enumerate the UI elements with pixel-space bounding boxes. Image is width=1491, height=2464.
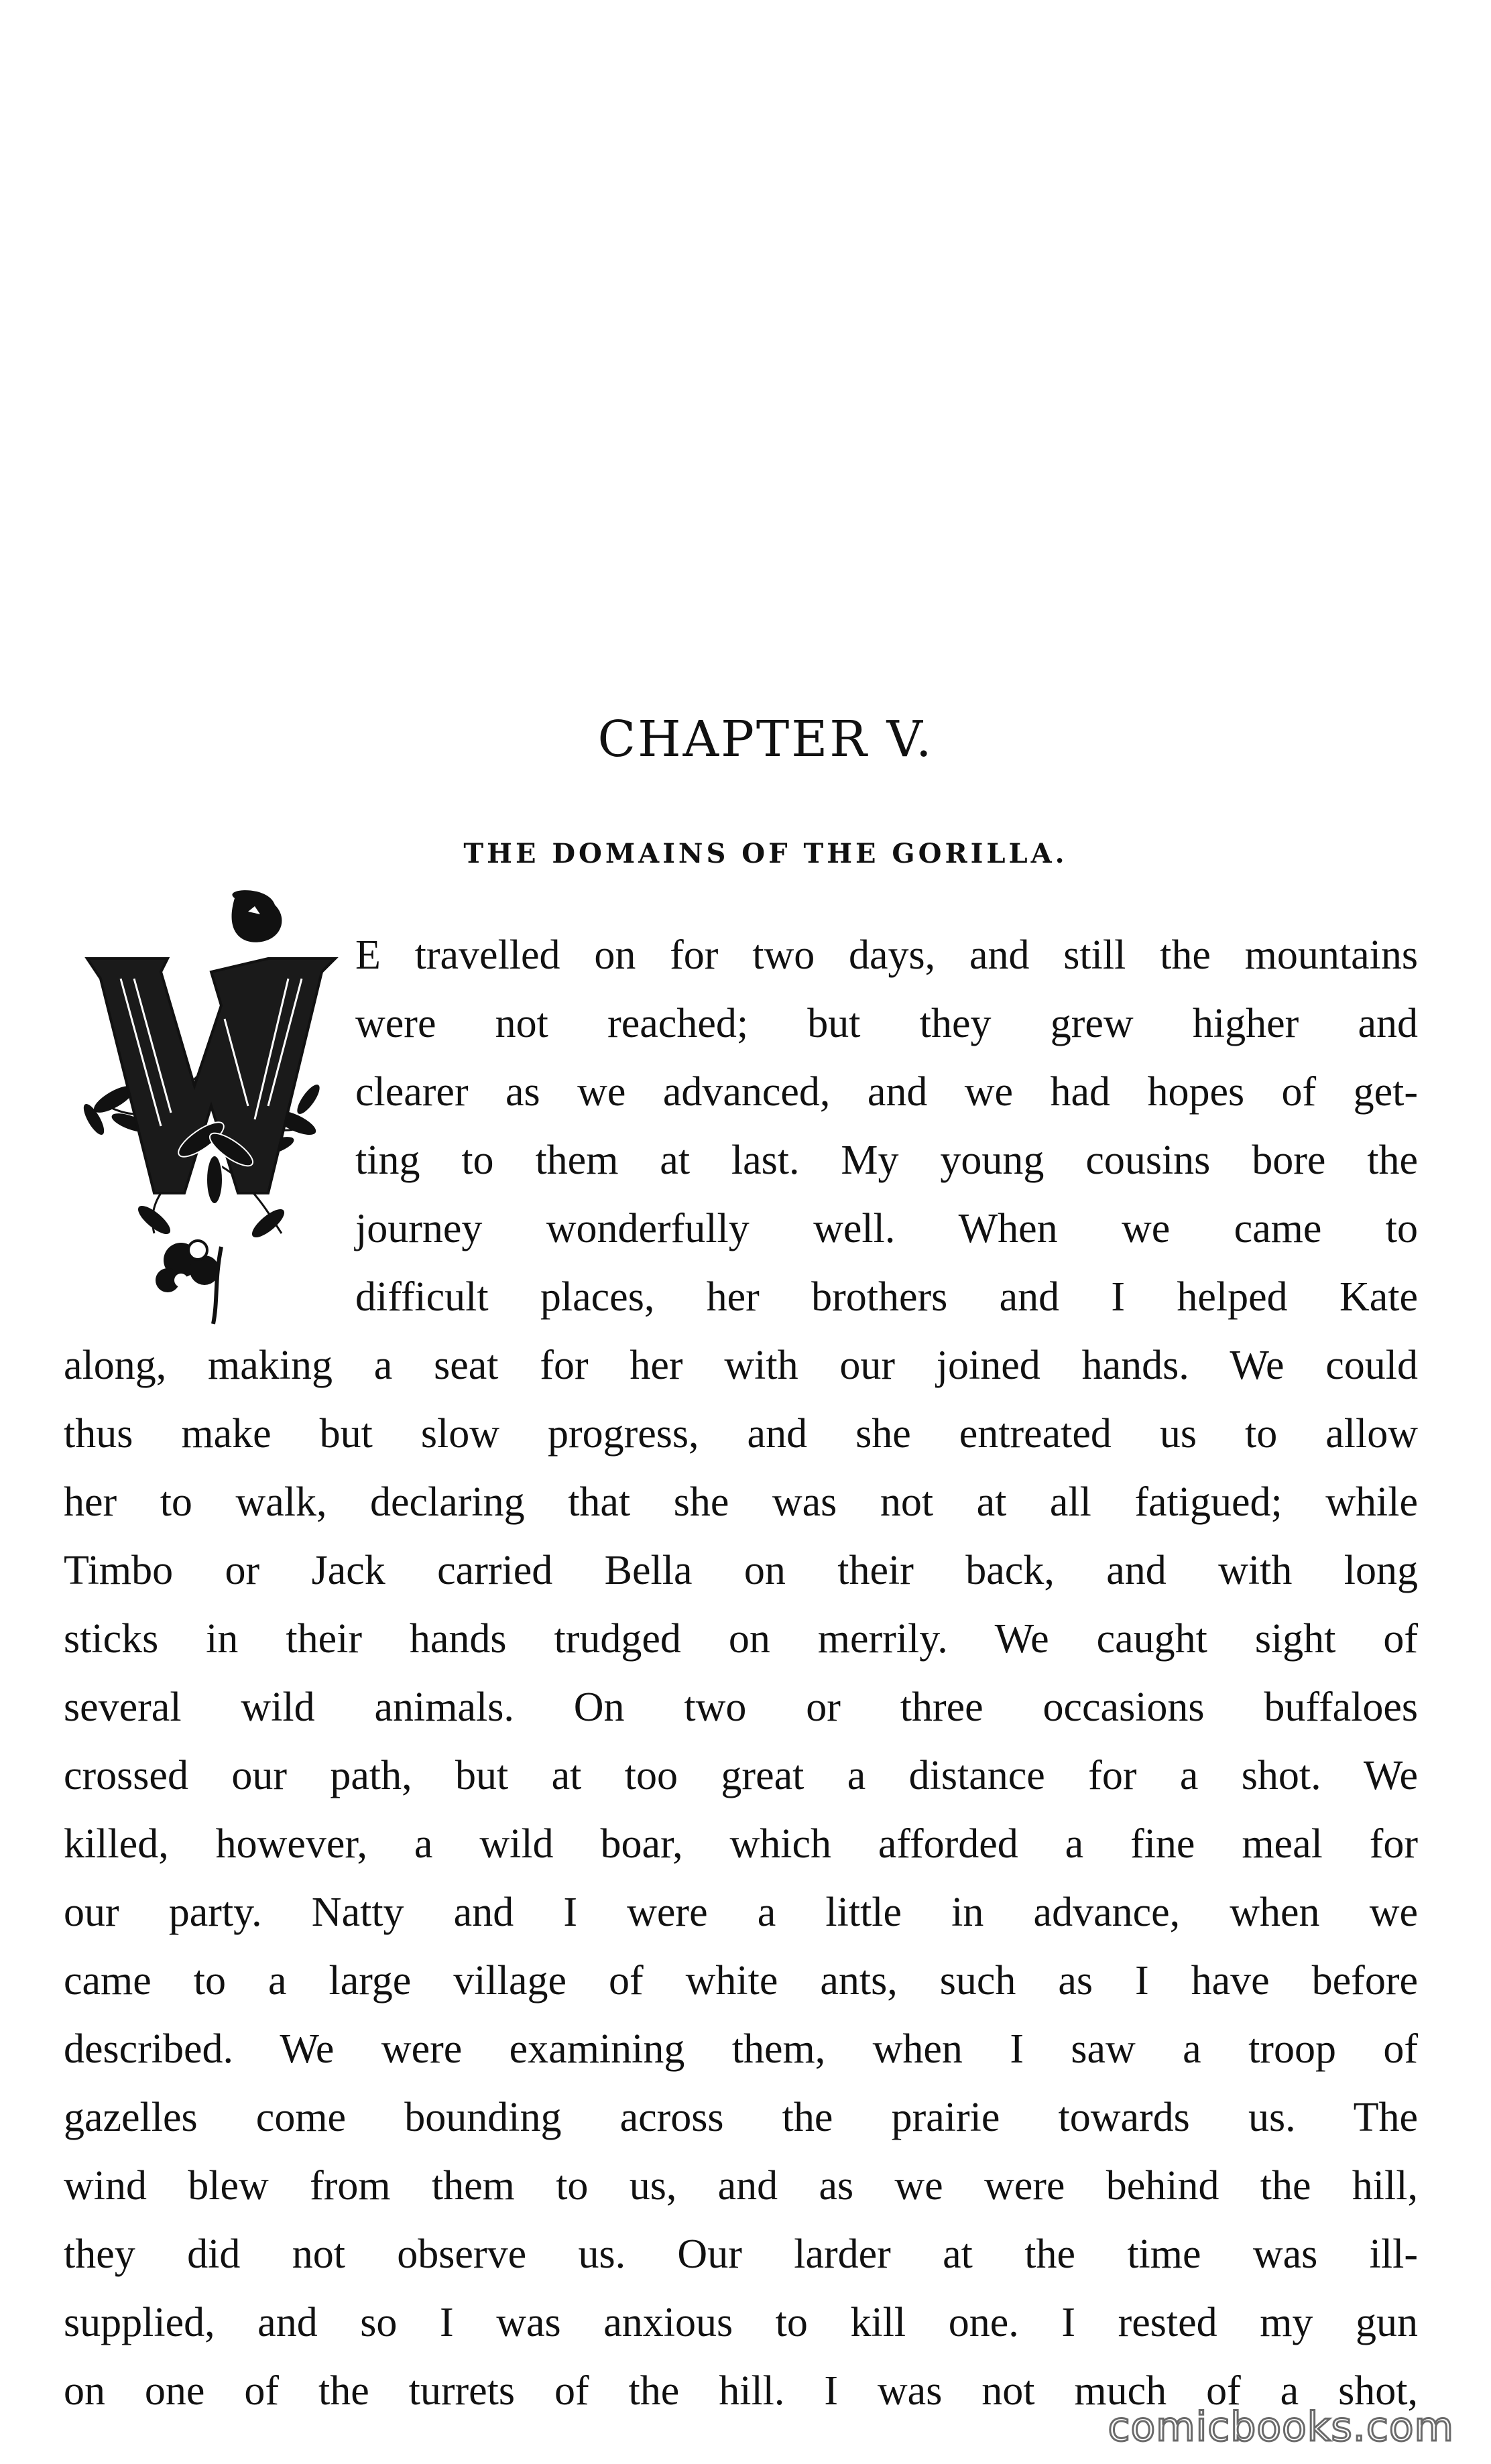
body-line: supplied, and so I was anxious to kill one. I rested my gun [64, 2300, 1418, 2345]
chapter-title: CHAPTER V. [597, 711, 934, 768]
body-line: on one of the turrets of the hill. I was not much of a shot, [64, 2368, 1418, 2414]
body-line: crossed our path, but at too great a distance for a shot. We [64, 1753, 1418, 1798]
body-line: difficult places, her brothers and I helped Kate [355, 1274, 1418, 1320]
body-line: ting to them at last. My young cousins bore the [355, 1137, 1418, 1183]
body-line: thus make but slow progress, and she entreated us to allow [64, 1411, 1418, 1457]
body-line: several wild animals. On two or three occasions buffaloes [64, 1684, 1418, 1730]
watermark: comicbooks.com [1108, 2404, 1454, 2451]
body-line: described. We were examining them, when I saw a troop of [64, 2026, 1418, 2072]
body-line: along, making a seat for her with our joined hands. We could [64, 1343, 1418, 1388]
body-line: came to a large village of white ants, such as I have before [64, 1958, 1418, 2004]
body-line: her to walk, declaring that she was not at all fatigued; while [64, 1479, 1418, 1525]
chapter-subtitle: THE DOMAINS OF THE GORILLA. [463, 838, 1068, 869]
body-line: sticks in their hands trudged on merrily. We caught sight of [64, 1616, 1418, 1662]
body-line: they did not observe us. Our larder at the time was ill- [64, 2231, 1418, 2277]
body-line: were not reached; but they grew higher and [355, 1001, 1418, 1046]
body-line: journey wonderfully well. When we came to [355, 1206, 1418, 1251]
ornamental-drop-cap-w-icon [67, 885, 342, 1327]
body-line: gazelles come bounding across the prairie towards us. The [64, 2095, 1418, 2140]
body-line: E travelled on for two days, and still the mountains [355, 932, 1418, 978]
body-line: killed, however, a wild boar, which afforded a fine meal for [64, 1821, 1418, 1867]
body-line: our party. Natty and I were a little in advance, when we [64, 1890, 1418, 1935]
body-line: clearer as we advanced, and we had hopes of get- [355, 1069, 1418, 1115]
body-line: wind blew from them to us, and as we were behind the hill, [64, 2163, 1418, 2209]
body-line: Timbo or Jack carried Bella on their back, and with long [64, 1548, 1418, 1593]
